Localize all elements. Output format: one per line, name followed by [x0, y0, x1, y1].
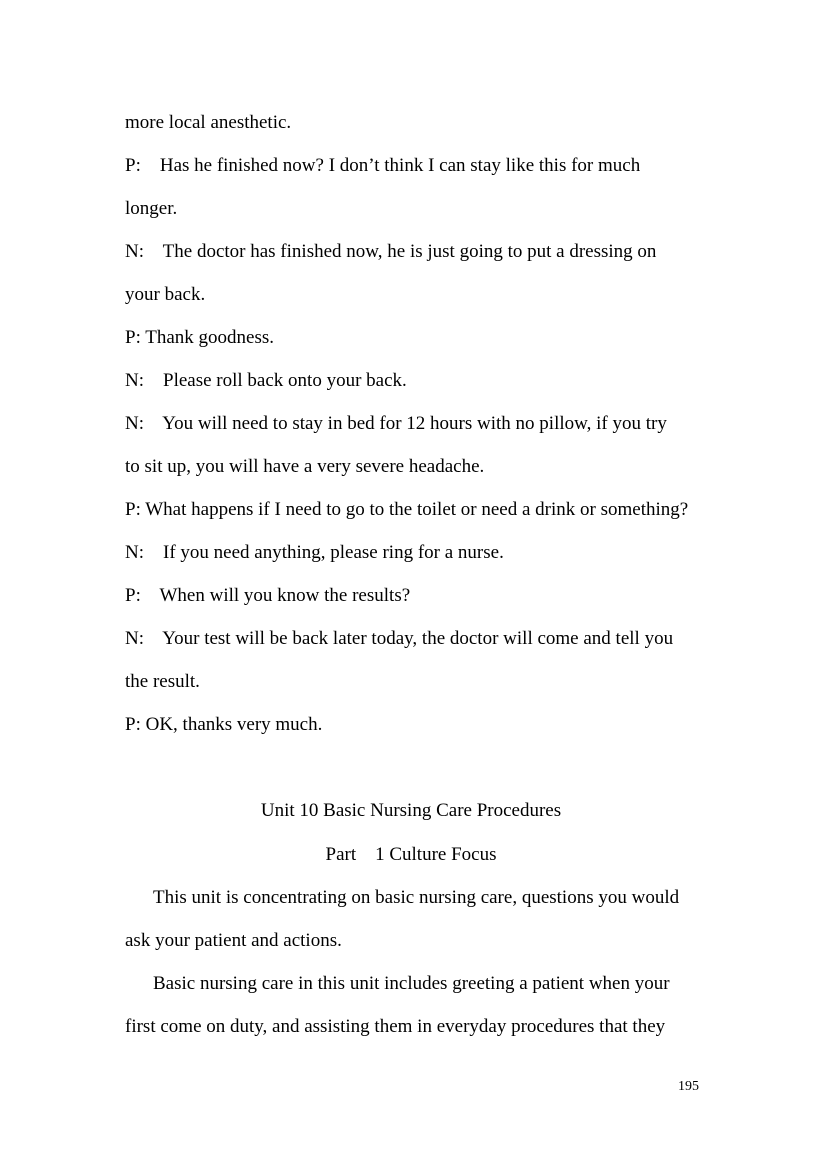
dialogue-line: N: Your test will be back later today, the doctor will come and tell you: [125, 628, 674, 649]
page-number: 195: [678, 1079, 699, 1094]
dialogue-line: P: Thank goodness.: [125, 327, 275, 348]
paragraph-line: ask your patient and actions.: [125, 930, 342, 951]
dialogue-line: N: The doctor has finished now, he is just going to put a dressing on: [125, 241, 657, 262]
dialogue-line: P: OK, thanks very much.: [125, 714, 323, 735]
dialogue-line: N: If you need anything, please ring for a nurse.: [125, 542, 504, 563]
dialogue-line: the result.: [125, 671, 200, 692]
dialogue-line: P: Has he finished now? I don’t think I can stay like this for much: [125, 155, 641, 176]
dialogue-line: your back.: [125, 284, 206, 305]
dialogue-line: to sit up, you will have a very severe headache.: [125, 456, 485, 477]
unit-title: Unit 10 Basic Nursing Care Procedures: [260, 800, 562, 821]
part-title: Part 1 Culture Focus: [325, 844, 497, 865]
dialogue-line: P: When will you know the results?: [125, 585, 411, 606]
dialogue-line: longer.: [125, 198, 178, 219]
dialogue-line: N: You will need to stay in bed for 12 hours with no pillow, if you try: [125, 413, 667, 434]
paragraph-line: This unit is concentrating on basic nursing care, questions you would: [153, 887, 680, 908]
paragraph-line: Basic nursing care in this unit includes greeting a patient when your: [153, 973, 670, 994]
paragraph-line: first come on duty, and assisting them in everyday procedures that they: [125, 1016, 666, 1037]
dialogue-line: more local anesthetic.: [125, 112, 292, 133]
dialogue-line: N: Please roll back onto your back.: [125, 370, 407, 391]
dialogue-line: P: What happens if I need to go to the toilet or need a drink or something?: [125, 499, 689, 520]
